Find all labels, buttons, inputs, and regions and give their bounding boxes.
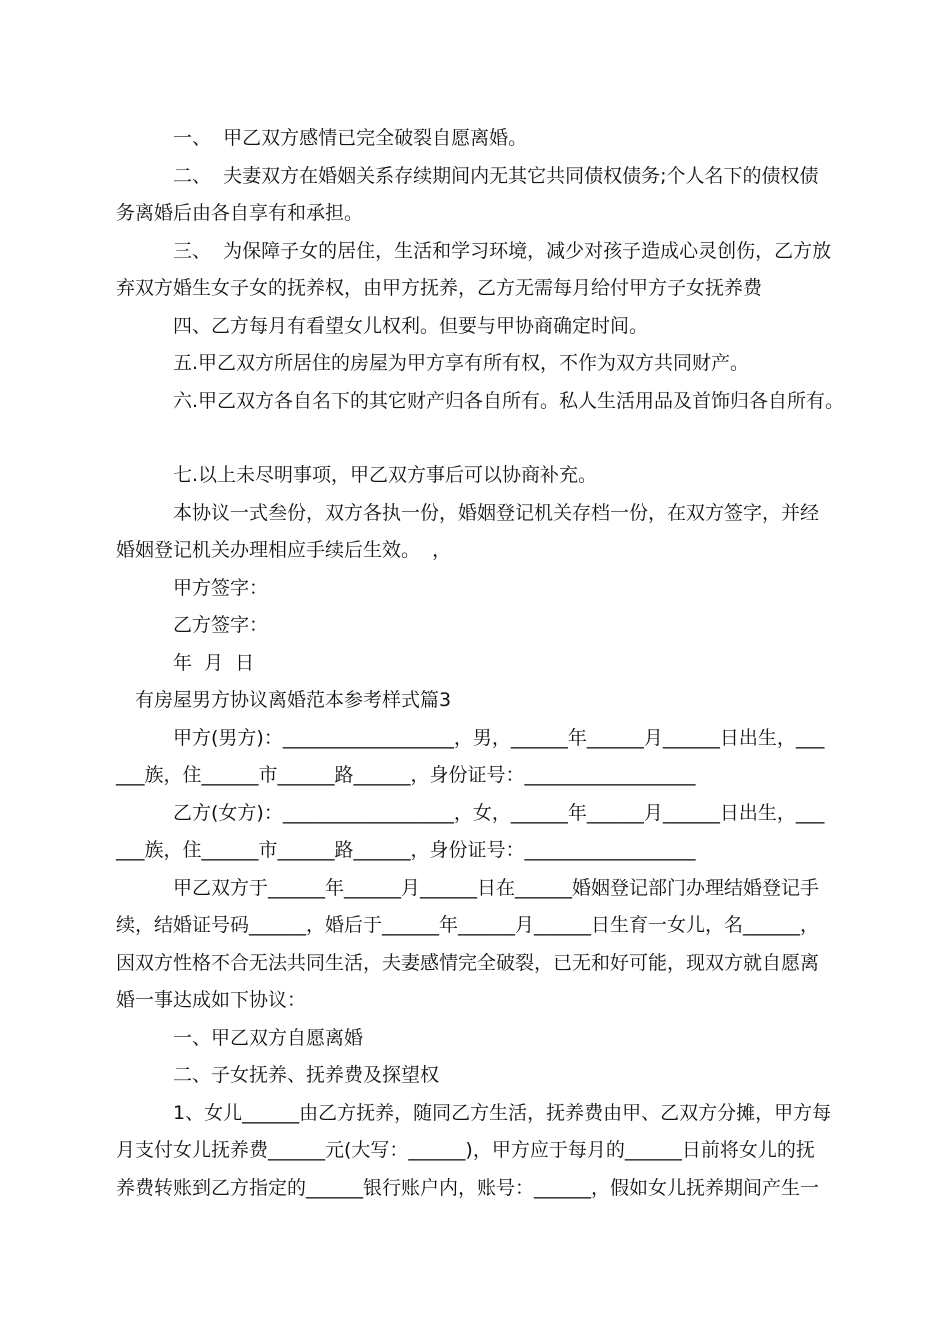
article-2-item-1-cont1: 月支付女儿抚养费______元(大写：______)，甲方应于每月的______日前将女儿的抚 — [116, 1139, 815, 1161]
clause-2-cont: 务离婚后由各自享有和承担。 — [116, 202, 364, 224]
date-line: 年 月 日 — [173, 652, 255, 674]
article-2: 二、子女抚养、抚养费及探望权 — [173, 1064, 440, 1086]
marriage-info: 甲乙双方于______年______月______日在______婚姻登记部门办理结婚登记手 — [173, 877, 820, 899]
party-b-signature: 乙方签字： — [173, 614, 269, 636]
party-b-info-cont: ___族，住______市______路______，身份证号：__________________ — [116, 839, 696, 861]
party-b-info: 乙方(女方)：__________________，女，______年______月______日出生，___ — [173, 802, 825, 824]
article-2-item-1: 1、女儿______由乙方抚养，随同乙方生活，抚养费由甲、乙双方分摊，甲方每 — [173, 1102, 832, 1124]
clause-2: 二、 夫妻双方在婚姻关系存续期间内无其它共同债权债务;个人名下的债权债 — [173, 165, 819, 187]
party-a-signature: 甲方签字： — [173, 577, 269, 599]
marriage-info-cont2: 因双方性格不合无法共同生活，夫妻感情完全破裂，已无和好可能，现双方就自愿离 — [116, 952, 820, 974]
agreement-effect: 婚姻登记机关办理相应手续后生效。 ， — [116, 539, 452, 561]
agreement-copies: 本协议一式叁份，双方各执一份，婚姻登记机关存档一份，在双方签字，并经 — [173, 502, 820, 524]
clause-4: 四、乙方每月有看望女儿权利。但要与甲协商确定时间。 — [173, 315, 649, 337]
clause-5: 五.甲乙双方所居住的房屋为甲方享有所有权，不作为双方共同财产。 — [173, 352, 750, 374]
article-1: 一、甲乙双方自愿离婚 — [173, 1027, 364, 1049]
clause-6: 六.甲乙双方各自名下的其它财产归各自所有。私人生活用品及首饰归各自所有。 — [173, 390, 845, 412]
marriage-info-cont1: 续，结婚证号码______，婚后于______年______月______日生育一女儿，名______， — [116, 914, 820, 936]
party-a-info-cont: ___族，住______市______路______，身份证号：__________________ — [116, 764, 696, 786]
clause-7: 七.以上未尽明事项，甲乙双方事后可以协商补充。 — [173, 464, 598, 486]
clause-3-cont: 弃双方婚生女子女的抚养权，由甲方抚养，乙方无需每月给付甲方子女抚养费 — [116, 277, 763, 299]
section-title: 有房屋男方协议离婚范本参考样式篇3 — [135, 689, 452, 711]
marriage-info-cont3: 婚一事达成如下协议： — [116, 989, 307, 1011]
article-2-item-1-cont2: 养费转账到乙方指定的______银行账户内，账号：______，假如女儿抚养期间产生一 — [116, 1177, 820, 1199]
clause-1: 一、 甲乙双方感情已完全破裂自愿离婚。 — [173, 127, 528, 149]
party-a-info: 甲方(男方)：__________________，男，______年______月______日出生，___ — [173, 727, 825, 749]
clause-3: 三、 为保障子女的居住，生活和学习环境，减少对孩子造成心灵创伤，乙方放 — [173, 240, 832, 262]
